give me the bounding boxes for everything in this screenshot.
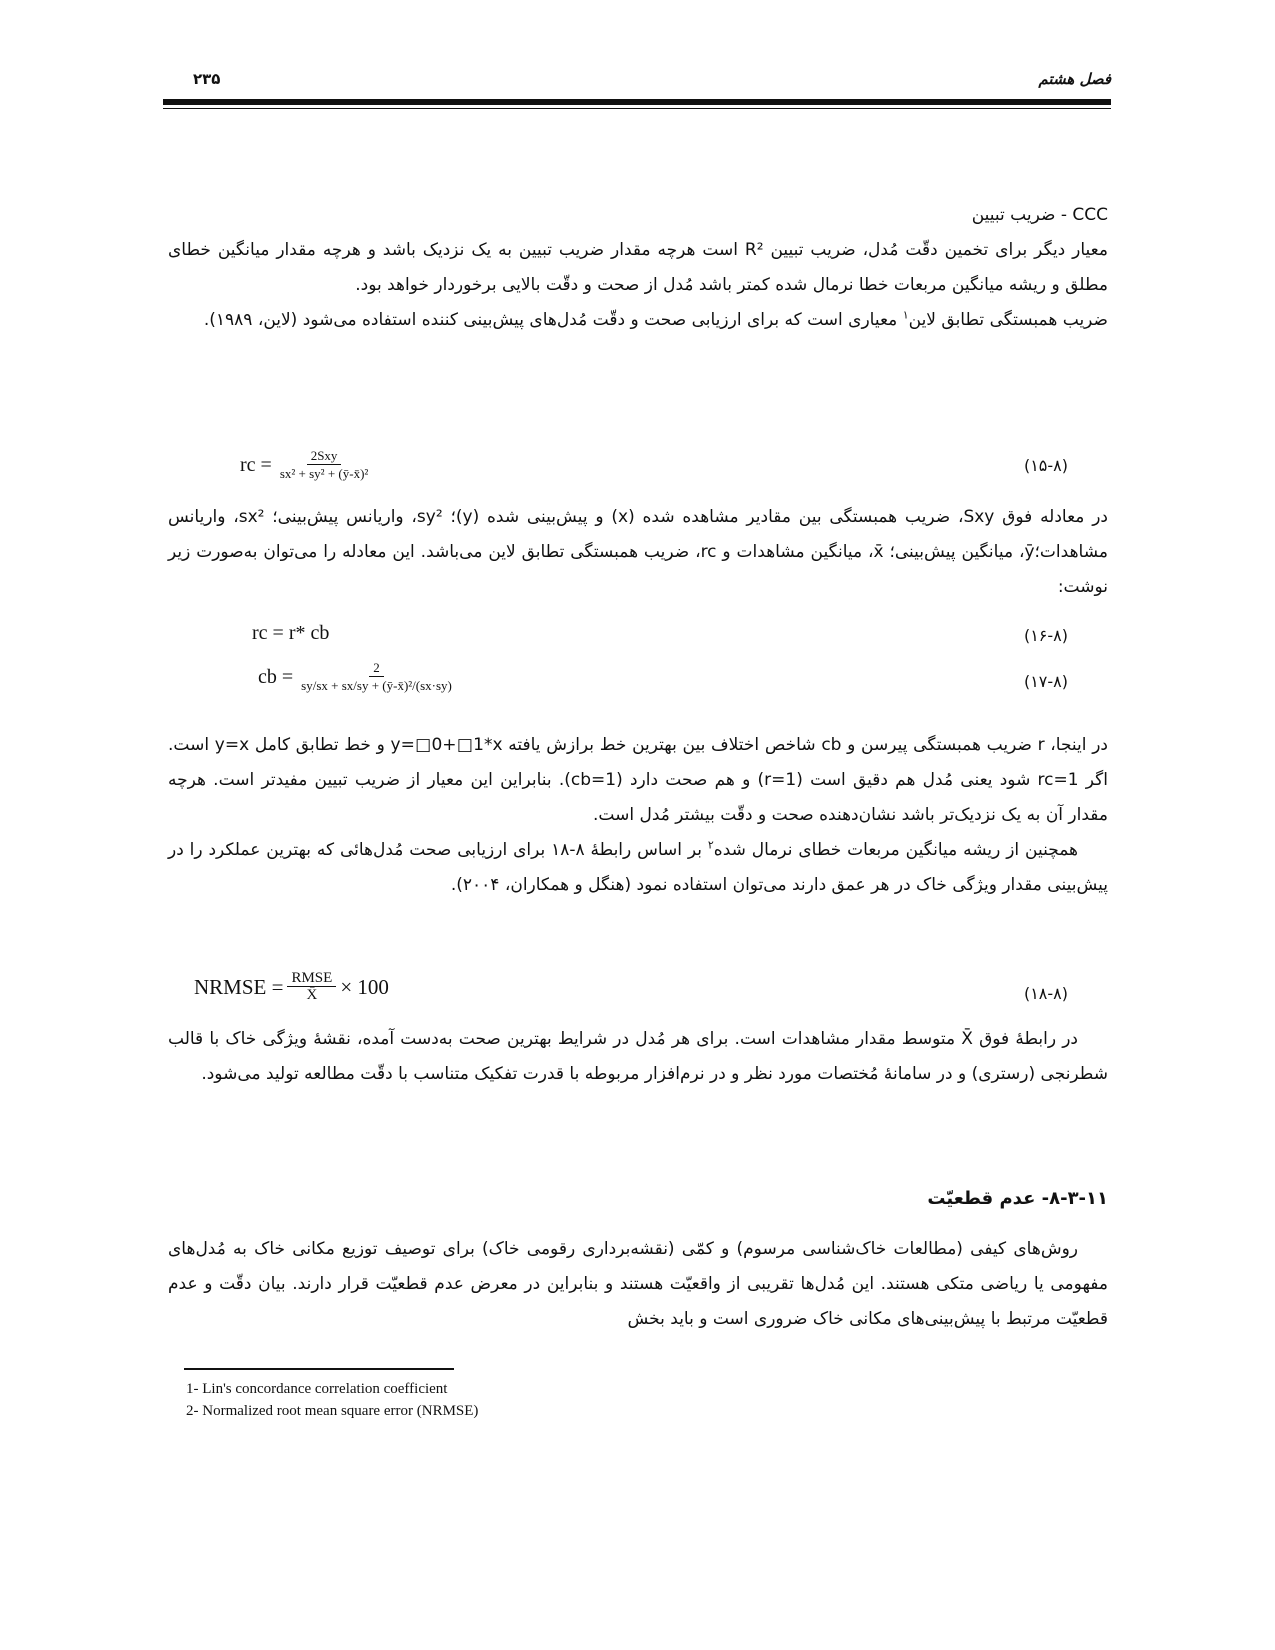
page-header [163, 66, 1111, 96]
footnotes [186, 1378, 478, 1422]
equation-17-lhs: cb = [258, 665, 294, 688]
paragraph-lin-start: ضریب همبستگی تطابق لاین [908, 310, 1108, 330]
footnote-2: 2- Normalized root mean square error (NRMSE) [186, 1403, 479, 1419]
text-block-ccc [168, 198, 1108, 338]
text-block-pearson [168, 728, 1108, 903]
equation-17-number: (۱۷-۸) [1023, 672, 1068, 691]
equation-18 [168, 970, 1068, 1022]
equation-17-numerator: 2 [369, 660, 384, 677]
paragraph-nrmse [168, 833, 1108, 903]
footnote-marker-1: ۱ [902, 308, 909, 322]
text-block-map [168, 1022, 1108, 1092]
paragraph-map: در رابطهٔ فوق X̄ متوسط مقدار مشاهدات است. برای هر مُدل در شرایط بهترین صحت به‌دست آمده، نقشهٔ ویژگی خاک با قالب شطرنجی (رستری) و در سامانهٔ مُختصات مورد نظر و در نرم‌افزار مربوطه با قدرت تفکیک متناسب با دقّت مطالعه تولید می‌شود. [168, 1029, 1108, 1084]
ccc-subheading: CCC - ضریب تبیین [971, 205, 1108, 225]
section-heading-uncertainty: ۸-۳-۱۱- عدم قطعیّت [927, 1188, 1108, 1209]
header-rule-thin [163, 108, 1111, 109]
equation-16 [168, 618, 1068, 658]
equation-18-denominator: X̄ [306, 987, 318, 1003]
equation-18-formula [194, 970, 389, 1004]
equation-15-number: (۱۵-۸) [1023, 456, 1068, 475]
paragraph-explain: در معادله فوق Sxy، ضریب همبستگی بین مقادیر مشاهده شده (x) و پیش‌بینی شده (y)؛ sy²، واریانس پیش‌بینی؛ sx²، واریانس مشاهدات؛ȳ، میانگین پیش‌بینی؛ x̄، میانگین مشاهدات و rc، ضریب همبستگی تطابق لاین می‌باشد. این معادله را می‌توان به‌صورت زیر نوشت: [168, 507, 1108, 597]
paragraph-nrmse-rest: بر اساس رابطهٔ ۸-۱۸ برای ارزیابی صحت مُدل‌هائی که بهترین عملکرد را در پیش‌بینی مقدار ویژگی خاک در هر عمق دارند می‌توان استفاده نمود (هنگل و همکاران، ۲۰۰۴). [168, 840, 1108, 895]
paragraph-nrmse-start: همچنین از ریشه میانگین مربعات خطای نرمال شده [713, 840, 1078, 860]
equation-17-formula [258, 660, 460, 694]
footnote-1: 1- Lin's concordance correlation coefficient [186, 1381, 448, 1397]
equation-17-denominator: sy/sx + sx/sy + (ȳ-x̄)²/(sx·sy) [301, 678, 452, 693]
footnote-marker-2: ۲ [707, 838, 714, 852]
chapter-title: فصل هشتم [1038, 70, 1111, 88]
paragraph-r2: معیار دیگر برای تخمین دقّت مُدل، ضریب تبیین R² است هرچه مقدار ضریب تبیین به یک نزدیک باشد و هرچه مقدار میانگین خطای مطلق و ریشه میانگین مربعات خطا نرمال شده کمتر باشد مُدل از صحت و دقّت بالایی برخوردار خواهد بود. [168, 240, 1108, 295]
page-number: ۲۳۵ [193, 70, 221, 88]
text-block-explain [168, 500, 1108, 605]
equation-16-number: (۱۶-۸) [1023, 626, 1068, 645]
equation-17-fraction [297, 660, 456, 694]
paragraph-lin [168, 303, 1108, 338]
equation-15-lhs: rc = [240, 453, 272, 476]
equation-15 [168, 448, 1068, 488]
equation-18-rhs: × 100 [340, 974, 389, 999]
equation-17 [168, 660, 1068, 720]
paragraph-uncertainty: روش‌های کیفی (مطالعات خاک‌شناسی مرسوم) و کمّی (نقشه‌برداری رقومی خاک) برای توصیف توزیع مکانی خاک به مُدل‌های مفهومی یا ریاضی متکی هستند. این مُدل‌ها تقریبی از واقعیّت هستند و بنابراین در معرض عدم قطعیّت قرار دارند. بیان دقّت و عدم قطعیّت مرتبط با پیش‌بینی‌های مکانی خاک ضروری است و باید بخش [168, 1239, 1108, 1329]
text-block-uncertainty [168, 1232, 1108, 1337]
equation-18-number: (۱۸-۸) [1023, 984, 1068, 1003]
equation-16-text: rc = r* cb [252, 622, 330, 644]
equation-15-formula [240, 448, 376, 482]
equation-18-lhs: NRMSE = [194, 974, 284, 999]
equation-18-numerator: RMSE [287, 970, 336, 987]
footnote-rule [184, 1368, 454, 1370]
equation-16-formula [252, 622, 329, 645]
header-rule-thick [163, 99, 1111, 105]
equation-15-fraction [276, 448, 372, 482]
paragraph-pearson: در اینجا، r ضریب همبستگی پیرسن و cb شاخص اختلاف بین بهترین خط برازش یافته y=□0+□1*x و خط تطابق کامل y=x است. اگر rc=1 شود یعنی مُدل هم دقیق است (r=1) و هم صحت دارد (cb=1). بنابراین این معیار از ضریب تبیین مفیدتر است. هرچه مقدار آن به یک نزدیک‌تر باشد نشان‌دهنده صحت و دقّت بیشتر مُدل است. [168, 735, 1108, 825]
paragraph-lin-rest: معیاری است که برای ارزیابی صحت و دقّت مُدل‌های پیش‌بینی کننده استفاده می‌شود (لاین، ۱۹۸۹). [203, 310, 903, 330]
equation-18-fraction [287, 970, 336, 1004]
equation-15-numerator: 2Sxy [307, 448, 342, 465]
equation-15-denominator: sx² + sy² + (ȳ-x̄)² [279, 466, 369, 481]
